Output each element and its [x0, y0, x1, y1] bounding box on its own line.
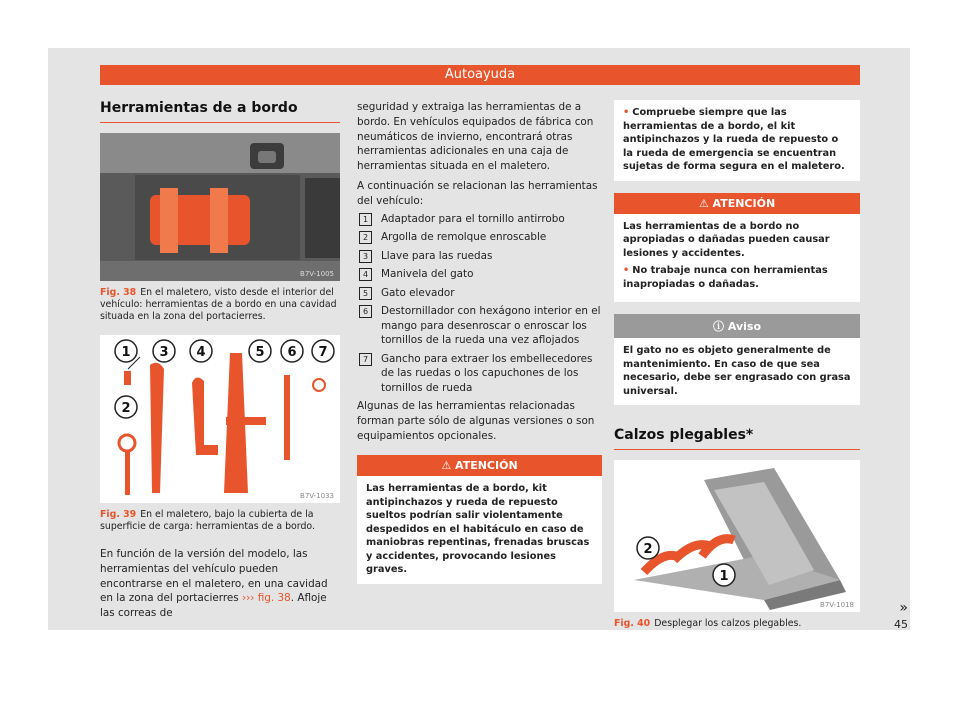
continue-arrow-icon[interactable]: »: [899, 600, 908, 616]
middle-column: [357, 100, 602, 584]
list-number: 3: [359, 250, 372, 263]
fig39-label-4: 4: [196, 345, 206, 360]
left-body-text: En función de la versión del modelo, las herramientas del vehículo pueden encontrarse en el maletero, en una cavidad en la zona del portacierres: [100, 548, 328, 605]
page-number: 45: [894, 618, 908, 631]
list-item: [357, 352, 602, 396]
warning-title: ATENCIÓN: [455, 459, 518, 473]
warning-box-middle: [357, 455, 602, 584]
fig39-label-3: 3: [159, 345, 169, 360]
middle-paragraph-1: seguridad y extraiga las herramientas de a bordo. En vehículos equipados de fábrica con neumáticos de invierno, encontrará otras herramientas adicionales en una caja de herramientas situada en el maletero.: [357, 101, 594, 173]
bullet-box: [614, 100, 860, 181]
middle-paragraph-2: A continuación se relacionan las herramientas del vehículo:: [357, 179, 598, 207]
figure-38-code: B7V-1005: [300, 270, 334, 278]
list-item: [357, 267, 602, 282]
list-item-text: Gato elevador: [381, 286, 455, 299]
list-number: 4: [359, 268, 372, 281]
figure-40-caption-text: Desplegar los calzos plegables.: [654, 618, 802, 629]
figure-38-caption-text: En el maletero, visto desde el interior del vehículo: herramientas de a bordo en una cavidad situada en la zona del portacierres.: [100, 287, 337, 322]
fig39-label-2: 2: [121, 401, 131, 416]
note-box: [614, 314, 860, 405]
list-number: 6: [359, 305, 372, 318]
figure-38: [100, 133, 340, 281]
figure-39-caption-text: En el maletero, bajo la cubierta de la superficie de carga: herramientas de a bordo.: [100, 509, 315, 532]
list-item: [357, 230, 602, 245]
figure-40-image: [614, 460, 860, 612]
note-title: Aviso: [727, 320, 761, 333]
list-item-text: Gancho para extraer los embellecedores de las ruedas o los capuchones de los tornillos de rueda: [381, 352, 593, 394]
left-column: [100, 100, 340, 621]
chapter-header: Autoayuda: [100, 65, 860, 85]
fig39-label-5: 5: [255, 345, 265, 360]
list-item-text: Llave para las ruedas: [381, 249, 493, 262]
section-title-herramientas: Herramientas de a bordo: [100, 100, 340, 123]
warning-title: ATENCIÓN: [712, 196, 776, 210]
fig39-label-6: 6: [287, 345, 297, 360]
fig39-label-7: 7: [318, 345, 328, 360]
warning-body: [614, 214, 860, 303]
warning-bullet-text: No trabaje nunca con herramientas inapropiadas o dañadas.: [623, 265, 828, 290]
list-number: 7: [359, 353, 372, 366]
figure-39-caption: [100, 509, 340, 533]
middle-paragraph-3: Algunas de las herramientas relacionadas forman parte sólo de algunas versiones o son equipamientos opcionales.: [357, 400, 595, 442]
bullet-text: Compruebe siempre que las herramientas de a bordo, el kit antipinchazos y la rueda de repuesto o la rueda de emergencia se encuentran sujetas de forma segura en el maletero.: [623, 107, 845, 172]
note-header: [614, 314, 860, 338]
figure-39-image: [100, 335, 340, 503]
warning-header: [614, 193, 860, 214]
left-body-paragraph: [100, 547, 340, 621]
warning-box-right: [614, 193, 860, 303]
bullet-item: [614, 100, 860, 181]
note-text: El gato no es objeto generalmente de mantenimiento. En caso de que sea necesario, debe ser engrasado con grasa universal.: [623, 345, 851, 397]
warning-bullet: [623, 264, 851, 291]
figure-38-caption: [100, 287, 340, 323]
figure-40-caption: [614, 618, 860, 630]
fig39-label-1: 1: [121, 345, 131, 360]
warning-header: [357, 455, 602, 476]
fig40-label-1: 1: [719, 569, 729, 584]
list-item: [357, 286, 602, 301]
info-icon: ⓘ: [712, 320, 724, 333]
warning-triangle-icon: ⚠: [698, 196, 709, 210]
bullet-icon: •: [623, 107, 630, 118]
list-number: 1: [359, 213, 372, 226]
fig40-label-2: 2: [643, 542, 653, 557]
warning-text: Las herramientas de a bordo no apropiadas o dañadas pueden causar lesiones y accidentes.: [623, 220, 830, 259]
figure-38-reference-link[interactable]: ››› fig. 38: [242, 592, 291, 605]
list-number: 5: [359, 287, 372, 300]
list-item-text: Manivela del gato: [381, 268, 474, 281]
list-item-text: Adaptador para el tornillo antirrobo: [381, 212, 565, 225]
left-body-text-end: . Afloje las correas de: [100, 592, 327, 620]
warning-text: Las herramientas de a bordo, kit antipinchazos y rueda de repuesto sueltos podrían salir violentamente despedidos en el habitáculo en caso de maniobras repentinas, frenadas bruscas y accidentes, provocando lesiones graves.: [366, 483, 590, 576]
warning-triangle-icon: ⚠: [441, 459, 452, 473]
right-column: [614, 100, 860, 630]
list-item: [357, 249, 602, 264]
list-item-text: Destornillador con hexágono interior en el mango para desenroscar o enroscar los tornillos de la rueda una vez aflojados: [381, 305, 601, 347]
figure-39: [100, 335, 340, 503]
figure-40: [614, 460, 860, 612]
list-item: [357, 304, 602, 348]
section-title-calzos: Calzos plegables*: [614, 427, 860, 450]
figure-40-number: Fig. 40: [614, 618, 651, 629]
bullet-icon: •: [623, 265, 630, 276]
list-item-text: Argolla de remolque enroscable: [381, 231, 547, 244]
figure-38-image: [100, 133, 340, 281]
figure-40-code: B7V-1018: [820, 601, 854, 609]
figure-38-number: Fig. 38: [100, 287, 137, 298]
list-item: [357, 212, 602, 227]
tools-list: [357, 212, 602, 396]
list-number: 2: [359, 231, 372, 244]
figure-39-code: B7V-1033: [300, 492, 334, 500]
figure-39-number: Fig. 39: [100, 509, 137, 520]
